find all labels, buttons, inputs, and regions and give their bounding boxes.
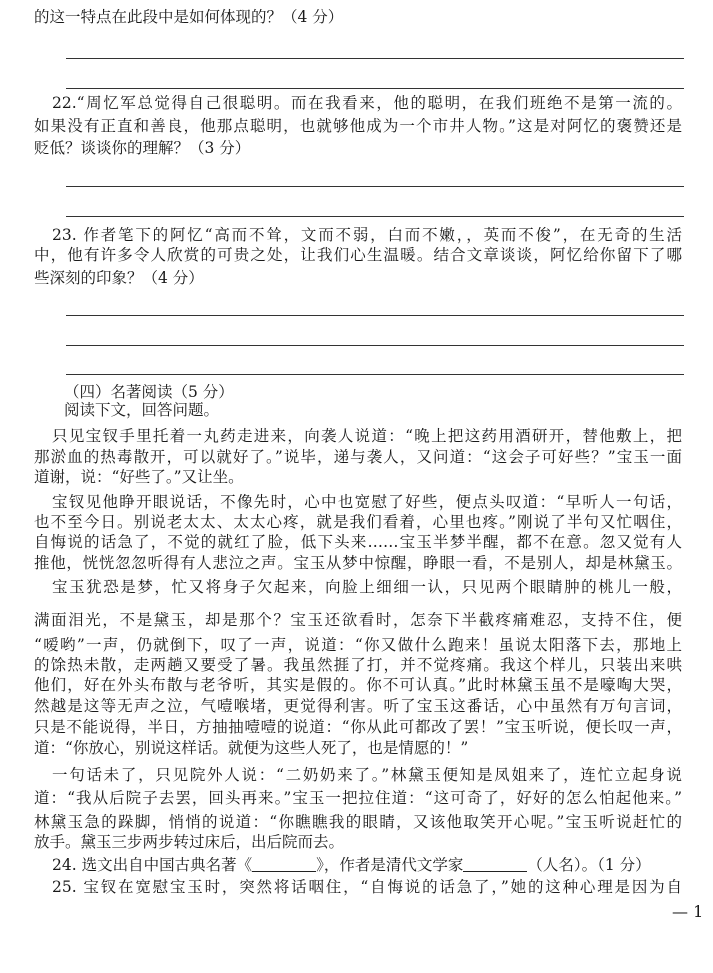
- passage-line: 道：“我从后院子去罢，回头再来。”宝玉一把拉住道：“这可奇了，好好的怎么怕起他来。”: [34, 789, 682, 807]
- author-blank[interactable]: [463, 857, 527, 872]
- passage-line: 宝玉犹恐是梦，忙又将身子欠起来，向脸上细细一认，只见两个眼睛肿的桃儿一般，: [52, 578, 682, 596]
- passage-line: 宝钗见他睁开眼说话，不像先时，心中也宽慰了好些，便点头叹道：“早听人一句话，: [52, 493, 682, 511]
- question-24: [52, 855, 682, 875]
- question-23-line: 些深刻的印象？（4 分）: [34, 269, 204, 287]
- book-title-blank[interactable]: [252, 857, 316, 872]
- answer-line[interactable]: [66, 58, 684, 59]
- question-22-line: 贬低？谈谈你的理解？（3 分）: [34, 139, 251, 157]
- passage-line: 放手。黛玉三步两步转过床后，出后院而去。: [34, 833, 345, 851]
- passage-line: 的馀热未散，走两趟又要受了暑。我虽然捱了打，并不觉疼痛。我这个样儿，只装出来哄: [34, 656, 682, 674]
- passage-line: 一句话未了，只见院外人说：“二奶奶来了。”林黛玉便知是凤姐来了，连忙立起身说: [52, 766, 682, 784]
- answer-line[interactable]: [66, 186, 684, 187]
- passage-line: 林黛玉急的跺脚，悄悄的说道：“你瞧瞧我的眼睛，又该他取笑开心呢。”宝玉听说赶忙的: [34, 813, 682, 831]
- passage-line: “嗳哟”一声，仍就倒下，叹了一声，说道：“你又做什么跑来！虽说太阳落下去，那地上: [34, 636, 682, 654]
- q24-text-1: 24. 选文出自中国古典名著《: [52, 856, 253, 874]
- section-title: （四）名著阅读（5 分）: [64, 383, 234, 401]
- answer-line[interactable]: [66, 216, 684, 217]
- q24-text-3: （人名）。（1 分）: [527, 856, 651, 874]
- passage-line: 道谢，说：“好些了。”又让坐。: [34, 468, 244, 486]
- question-25: 25. 宝钗在宽慰宝玉时，突然将话咽住，“自悔说的话急了，”她的这种心理是因为自: [52, 878, 682, 896]
- passage-line: 自悔说的话急了，不觉的就红了脸，低下头来……宝玉半梦半醒，都不在意。忽又觉有人: [34, 533, 682, 551]
- answer-line[interactable]: [66, 374, 684, 375]
- passage-line: 道：“你放心，别说这样话。就便为这些人死了，也是情愿的！”: [34, 739, 469, 757]
- passage-line: 推他，恍恍忽忽听得有人悲泣之声。宝玉从梦中惊醒，睁眼一看，不是别人，却是林黛玉。: [34, 554, 682, 572]
- answer-line[interactable]: [66, 88, 684, 89]
- answer-line[interactable]: [66, 345, 684, 346]
- answer-line[interactable]: [66, 315, 684, 316]
- question-22-line: 如果没有正直和善良，他那点聪明，也就够他成为一个市井人物。”这是对阿忆的褒赞还是: [34, 117, 682, 135]
- q24-text-2: 》，作者是清代文学家: [316, 856, 464, 874]
- section-instruction: 阅读下文，回答问题。: [64, 401, 220, 419]
- page-number: — 1: [672, 902, 704, 921]
- passage-line: 他们，好在外头布散与老爷听，其实是假的。你不可认真。”此时林黛玉虽不是嚎啕大哭，: [34, 676, 682, 694]
- passage-line: 然越是这等无声之泣，气噎喉堵，更觉得利害。听了宝玉这番话，心中虽然有万句言词，: [34, 697, 682, 715]
- question-22-line: 22.“周忆军总觉得自己很聪明。而在我看来，他的聪明，在我们班绝不是第一流的。: [52, 94, 682, 112]
- passage-line: 那淤血的热毒散开，可以就好了。”说毕，递与袭人，又问道：“这会子可好些？”宝玉一面: [34, 448, 682, 466]
- passage-line: 也不至今日。别说老太太、太太心疼，就是我们看着，心里也疼。”刚说了半句又忙咽住，: [34, 513, 682, 531]
- passage-line: 只是不能说得，半日，方抽抽噎噎的说道：“你从此可都改了罢！”宝玉听说，便长叹一声，: [34, 718, 682, 736]
- question-23-line: 中，他有许多令人欣赏的可贵之处，让我们心生温暖。结合文章谈谈，阿忆给你留下了哪: [34, 246, 682, 264]
- q21-tail: 的这一特点在此段中是如何体现的？（4 分）: [34, 8, 344, 26]
- passage-line: 满面泪光，不是黛玉，却是那个？宝玉还欲看时，怎奈下半截疼痛难忍，支持不住，便: [34, 611, 682, 629]
- question-23-line: 23. 作者笔下的阿忆“高而不耸，文而不弱，白而不嫩，，英而不俊”，在无奇的生活: [52, 226, 682, 244]
- passage-line: 只见宝钗手里托着一丸药走进来，向袭人说道：“晚上把这药用酒研开，替他敷上，把: [52, 427, 682, 445]
